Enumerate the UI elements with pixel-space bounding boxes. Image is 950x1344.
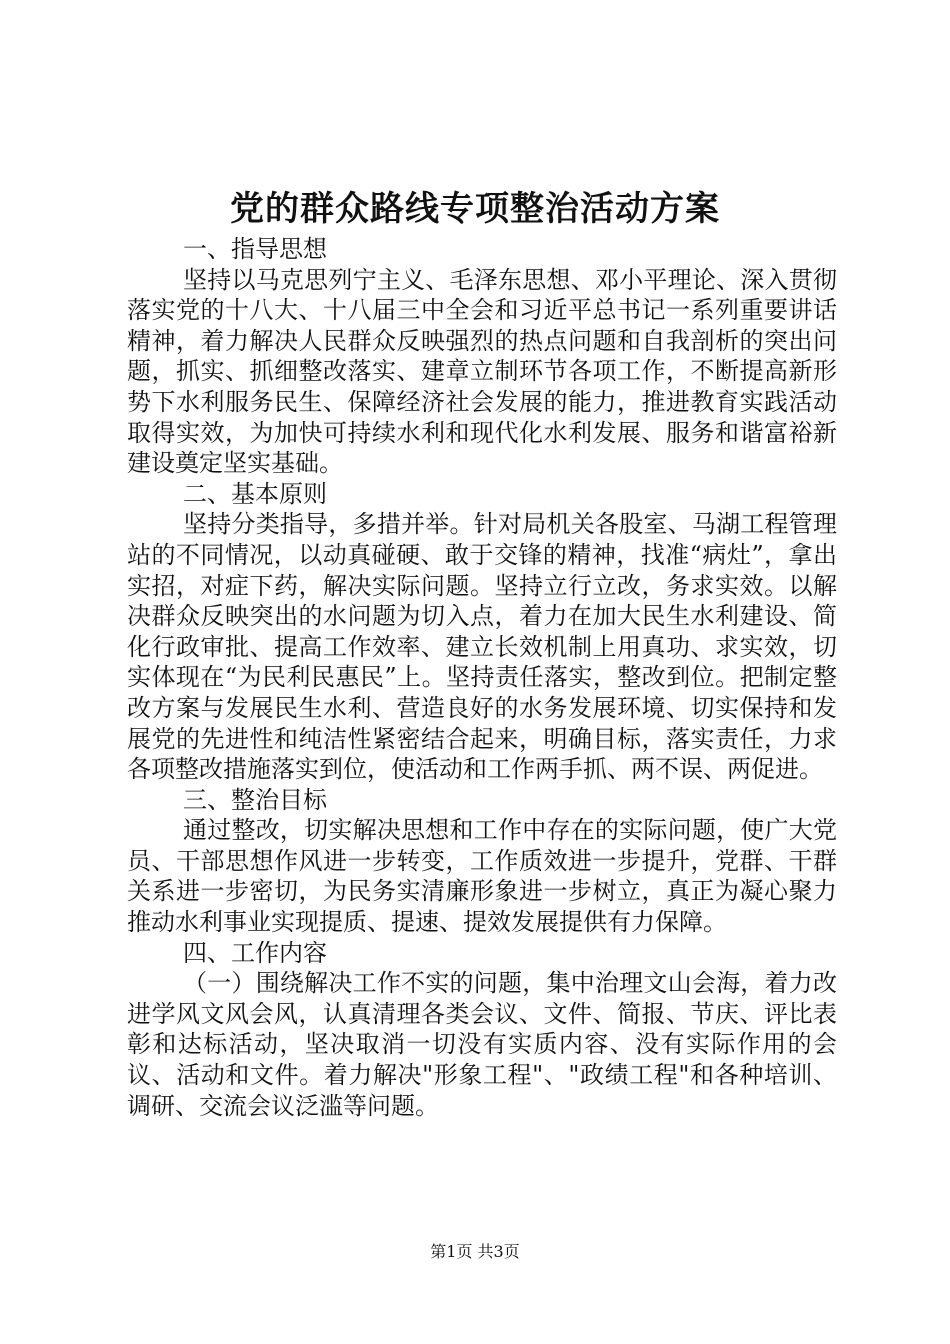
section-heading-work-content: 四、工作内容 xyxy=(183,938,327,967)
document-title: 党的群众路线专项整治活动方案 xyxy=(230,189,720,229)
section-paragraph-basic-principles: 坚持分类指导，多措并举。针对局机关各股室、马湖工程管理站的不同情况，以动真碰硬、敢于交锋的精神，找准“病灶”，拿出实招，对症下药，解决实际问题。坚持立行立改，务求实效。以解决群众反映突出的水问题为切入点，着力在加大民生水利建设、简化行政审批、提高工作效率、建立长效机制上用真功、求实效，切实体现在“为民利民惠民”上。坚持责任落实，整改到位。把制定整改方案与发展民生水利、营造良好的水务发展环境、切实保持和发展党的先进性和纯洁性紧密结合起来，明确目标，落实责任，力求各项整改措施落实到位，使活动和工作两手抓、两不误、两促进。 xyxy=(127,510,837,784)
page-number-footer: 第1页 共3页 xyxy=(430,1242,520,1261)
section-paragraph-guiding-ideology: 坚持以马克思列宁主义、毛泽东思想、邓小平理论、深入贯彻落实党的十八大、十八届三中全会和习近平总书记一系列重要讲话精神，着力解决人民群众反映强烈的热点问题和自我剖析的突出问题，抓实、抓细整改落实、建章立制环节各项工作，不断提高新形势下水利服务民生、保障经济社会发展的能力，推进教育实践活动取得实效，为加快可持续水利和现代化水利发展、服务和谐富裕新建设奠定坚实基础。 xyxy=(127,265,837,478)
section-heading-rectification-goals: 三、整治目标 xyxy=(183,785,327,814)
section-paragraph-rectification-goals: 通过整改，切实解决思想和工作中存在的实际问题，使广大党员、干部思想作风进一步转变，工作质效进一步提升，党群、干群关系进一步密切，为民务实清廉形象进一步树立，真正为凝心聚力推动水利事业实现提质、提速、提效发展提供有力保障。 xyxy=(127,816,837,937)
section-paragraph-work-content: （一）围绕解决工作不实的问题，集中治理文山会海，着力改进学风文风会风，认真清理各类会议、文件、简报、节庆、评比表彰和达标活动，坚决取消一切没有实质内容、没有实际作用的会议、活动和文件。着力解决"形象工程"、"政绩工程"和各种培训、调研、交流会议泛滥等问题。 xyxy=(127,969,837,1120)
section-heading-guiding-ideology: 一、指导思想 xyxy=(183,235,327,263)
section-heading-basic-principles: 二、基本原则 xyxy=(183,479,327,508)
document-body xyxy=(127,234,837,1121)
